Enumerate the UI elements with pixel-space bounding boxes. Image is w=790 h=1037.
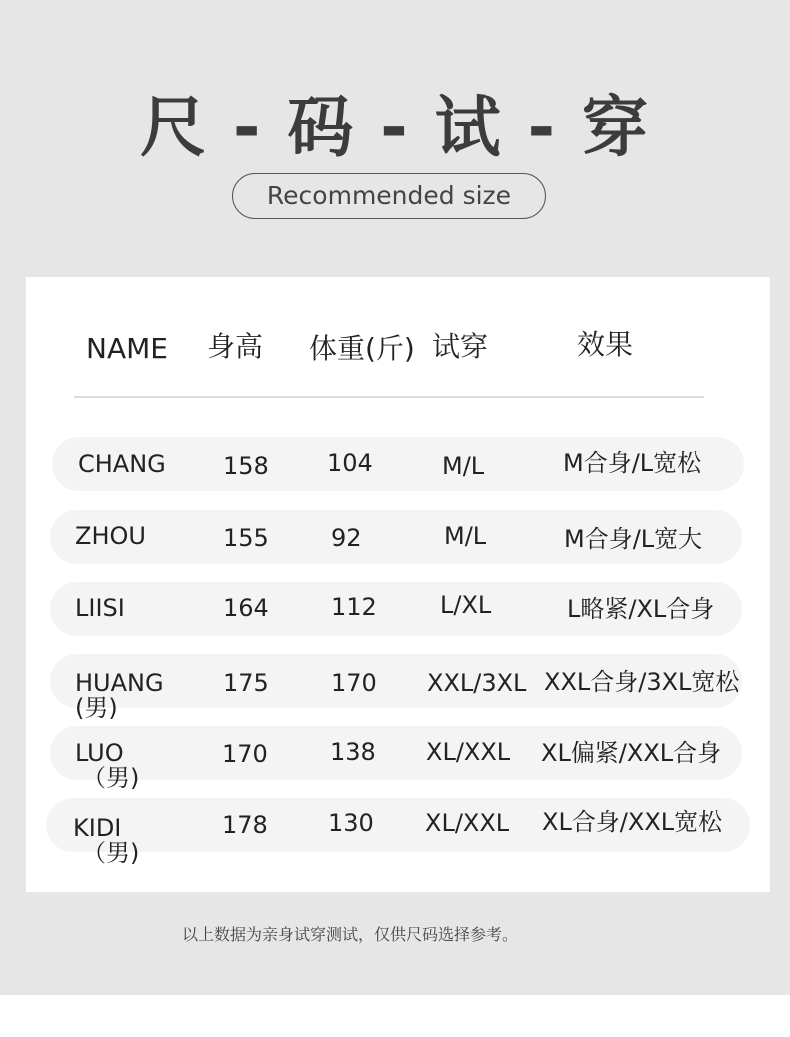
column-header-effect: 效果 [577,328,634,361]
row-effect: XXL合身/3XL宽松 [544,668,740,696]
subtitle-pill: Recommended size [232,173,546,219]
row-weight: 112 [331,593,377,621]
row-weight: 170 [331,669,377,697]
row-name: LUO [75,739,124,767]
row-name: LIISI [75,594,125,622]
row-name: ZHOU [75,522,146,550]
row-gender: (男) [75,694,118,722]
column-header-weight: 体重(斤) [309,332,415,365]
footnote-text: 以上数据为亲身试穿测试，仅供尺码选择参考。 [181,925,518,944]
row-effect: M合身/L宽大 [564,525,703,553]
row-effect: L略紧/XL合身 [567,595,715,623]
row-effect: M合身/L宽松 [563,449,702,477]
row-gender: （男) [82,839,140,867]
row-gender: （男) [82,764,140,792]
row-name: KIDI [73,814,122,842]
row-weight: 92 [331,524,362,552]
row-weight: 138 [330,738,376,766]
row-name: HUANG [75,669,164,697]
row-height: 164 [223,594,269,622]
row-height: 155 [223,524,269,552]
row-size: L/XL [440,591,492,619]
column-header-name: NAME [86,332,168,365]
row-size: XL/XXL [426,738,511,766]
row-effect: XL偏紧/XXL合身 [541,739,722,767]
size-table-card [26,277,770,892]
header-divider [74,396,704,398]
row-size: XL/XXL [425,809,510,837]
column-header-tryon: 试穿 [432,330,489,363]
row-size: M/L [442,452,485,480]
row-height: 178 [222,811,268,839]
row-name: CHANG [78,450,166,478]
page-title: 尺 - 码 - 试 - 穿 [139,89,651,166]
row-effect: XL合身/XXL宽松 [542,808,723,836]
row-size: XXL/3XL [427,669,527,697]
row-size: M/L [444,522,487,550]
column-header-height: 身高 [207,330,264,363]
row-weight: 130 [328,809,374,837]
row-weight: 104 [327,449,373,477]
row-height: 175 [223,669,269,697]
row-height: 170 [222,740,268,768]
row-height: 158 [223,452,269,480]
